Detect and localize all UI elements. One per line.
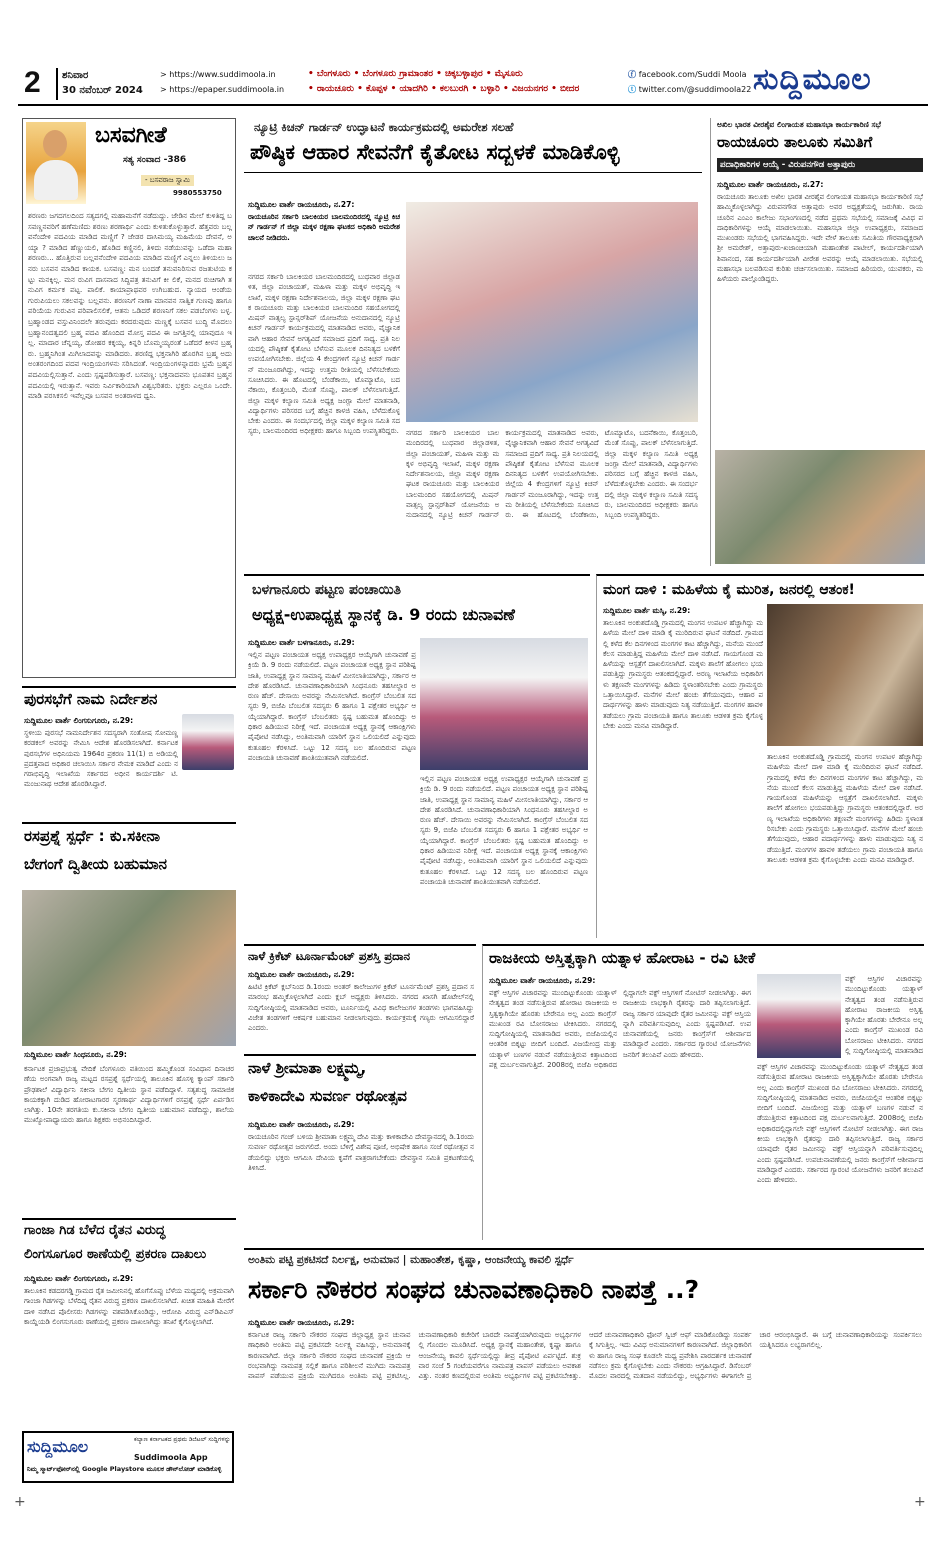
mangadali-photo <box>767 604 923 746</box>
raichur-photo <box>715 450 925 564</box>
edition-cities <box>308 67 579 97</box>
cricket-byline: ಸುದ್ದಿಮೂಲ ವಾರ್ತೆ ರಾಯಚೂರು, ನ.29: <box>248 970 355 979</box>
raichur-subhead: ಪದಾಧಿಕಾರಿಗಳ ಆಯ್ಕೆ - ವಿರುಪನಗೌಡ ಅತ್ತಾಪುರು <box>717 158 923 172</box>
ad-playstore: ನಿಮ್ಮ ಸ್ಮಾರ್ಟ್‌ಫೋನ್‌ನಲ್ಲಿ Google Playstore ಮೂಲಕ ಡೌನ್‌ಲೋಡ್ ಮಾಡಿಕೊಳ್ಳಿ <box>27 1465 222 1473</box>
cricket-headline: ನಾಳೆ ಕ್ರಿಕೆಟ್ ಟೂರ್ನಾಮೆಂಟ್ ಪ್ರಶಸ್ತಿ ಪ್ರದಾನ <box>248 949 410 963</box>
nutri-byline: ಸುದ್ದಿಮೂಲ ವಾರ್ತೆ ರಾಯಚೂರು, ನ.27: <box>248 200 355 209</box>
ganja-title-line1: ಗಾಂಜಾ ಗಿಡ ಬೆಳೆದ ರೈತನ ವಿರುದ್ಧ <box>24 1223 166 1238</box>
balaganur-kicker: ಬಳಗಾನೂರು ಪಟ್ಟಣ ಪಂಚಾಯಿತಿ <box>252 582 402 598</box>
raichur-kicker: ಅಖಿಲ ಭಾರತ ವೀರಶೈವ ಲಿಂಗಾಯತ ಮಹಾಸಭಾ ಕಾರ್ಯಕಾರಿಣಿ ಸಭೆ <box>717 120 881 129</box>
ad-tagline: ಕಲ್ಯಾಣ ಕರ್ನಾಟಕದ ಪ್ರಥಮ ಡಿಜಿಟಲ್ ಸುದ್ದಿಗಳನ್ನು <box>134 1436 231 1443</box>
nutri-body: ನಗರದ ಸರ್ಕಾರಿ ಬಾಲಕಿಯರ ಬಾಲಮಂದಿರದಲ್ಲಿ ಬುಧವಾರ ಜಿಲ್ಲಾಡಳಿತ, ಜಿಲ್ಲಾ ಪಂಚಾಯತ್, ಮಹಿಳಾ ಮತ್ತು ಮಕ್ಕಳ ಅಭಿವೃದ್ಧಿ ಇಲಾಖೆ, ಮಕ್ಕಳ ರಕ್ಷಣಾ ನಿರ್ದೇಶನಾಲಯ, ಜಿಲ್ಲಾ ಮಕ್ಕಳ ರಕ್ಷಣಾ ಘಟಕ ರಾಯಚೂರು ಮತ್ತು ಬಾಲಕಿಯರ ಬಾಲಮಂದಿರ ಸಹಯೋಗದಲ್ಲಿ ಮಿಷನ್ ವಾತ್ಸಲ್ಯ ಸ್ಪಾನ್ಸರ್‌ಶಿಪ್ ಯೋಜನೆಯ ಅನುದಾನದಲ್ಲಿ ನ್ಯೂಟ್ರಿ ಕಿಚನ್ ಗಾರ್ಡನ್ ಕಾರ್ಯಕ್ರಮದಲ್ಲಿ ಮಾತನಾಡಿದ ಅವರು, ವೈಜ್ಞಾನಿಕವಾಗಿ ಆಹಾರ ಸೇವನೆ ಅಗತ್ಯವಿದೆ ಸಮಾಜದ ಪ್ರದಿಗೆ ಸಾಧ್ಯ. ಪ್ರತಿ ನಿಲಯದಲ್ಲಿ ಪೌಷ್ಠಿಕತೆ ಕೈತೋಟ ಬೆಳೆಸುವ ಮೂಲಕ ದಿನನಿತ್ಯದ ಬಳಕೆಗೆ ಉಪಯೋಗಿಸಬೇಕು. ಜಿಲ್ಲೆಯ 4 ಕೇಂದ್ರಗಳಿಗೆ ನ್ಯೂಟ್ರಿ ಕಿಚನ್ ಗಾರ್ಡನ್ ಮಂಜೂರಾಗಿದ್ದು, ಇದನ್ನು ಉತ್ತಮ ರೀತಿಯಲ್ಲಿ ಬೆಳೆಸಬೇಕೆಂದು ಸೂಚಿಸಿದರು. ಈ ಹೊಟದಲ್ಲಿ ಬೆಂಡೆಕಾಯಿ, ಟೊಮ್ಯಾಟೊ, ಬದನೆಕಾಯಿ, ಕೊತ್ತಂಬರಿ, ಮೆಂತೆ ಸೊಪ್ಪು, ಪಾಲಕ್ ಬೆಳೆಸಲಾಗುತ್ತಿದೆ. ಜಿಲ್ಲಾ ಮಕ್ಕಳ ಕಲ್ಯಾಣ ಸಮಿತಿ ಅಧ್ಯಕ್ಷ ಜಂಗ್ಲಾ ಮೇಲೆ ಮಾತನಾಡಿ, ವಿದ್ಯಾರ್ಥಿಗಳು ಪರಿಸರದ ಬಗ್ಗೆ ಹೆಚ್ಚಿನ ಕಾಳಜಿ ವಹಿಸಿ, ಬೆಳೆದುಕೊಳ್ಳಬೇಕು ಎಂದರು. ಈ ಸಂದರ್ಭದಲ್ಲಿ ಜಿಲ್ಲಾ ಮಕ್ಕಳ ಕಲ್ಯಾಣ ಸಮಿತಿ ಸದಸ್ಯರು, ಬಾಲಮಂದಿರದ ಅಧೀಕ್ಷಕರು ಹಾಗೂ ಸಿಬ್ಬಂದಿ ಉಪಸ್ಥಿತರಿದ್ದರು. <box>248 273 400 436</box>
portrait-robe <box>34 160 78 200</box>
yatnal-article <box>482 944 924 1240</box>
crop-mark-left: + <box>14 1494 26 1510</box>
twitter-icon: ⓣ <box>628 85 639 94</box>
page-number-divider <box>56 68 58 100</box>
balaganur-body-col1: ಇಲ್ಲಿನ ಪಟ್ಟಣ ಪಂಚಾಯತ ಅಧ್ಯಕ್ಷ ಉಪಾಧ್ಯಕ್ಷರ ಆಯ್ಕೆಗಾಗಿ ಚುನಾವಣೆ ಪ್ರಕ್ರಿಯೆ ಡಿ. 9 ರಂದು ನಡೆಯಲಿದೆ. ಪಟ್ಟಣ ಪಂಚಾಯತ ಅಧ್ಯಕ್ಷ ಸ್ಥಾನ ಪರಿಶಿಷ್ಟ ಜಾತಿ, ಉಪಾಧ್ಯಕ್ಷ ಸ್ಥಾನ ಸಾಮಾನ್ಯ ಮಹಿಳೆ ಮೀಸಲಾತಿಯಾಗಿದ್ದು, ಸರ್ಕಾರ ಆದೇಶ ಹೊರಡಿಸಿದೆ. ಚುನಾವಣಾಧಿಕಾರಿಯಾಗಿ ಸಿಂಧನೂರು ತಹಸೀಲ್ದಾರ ಅರುಣ ಹೆಚ್. ದೇಸಾಯಿ ಅವರನ್ನು ನೇಮಿಸಲಾಗಿದೆ. ಕಾಂಗ್ರೆಸ್ ಬೆಂಬಲಿತ ಸದಸ್ಯರು 9, ಬಿಜೆಪಿ ಬೆಂಬಲಿತ ಸದಸ್ಯರು 6 ಹಾಗೂ 1 ಪಕ್ಷೇತರ ಅಭ್ಯರ್ಥಿ ಆಯ್ಕೆಯಾಗಿದ್ದಾರೆ. ಕಾಂಗ್ರೆಸ್ ಬೆಂಬಲಿತರು ಸ್ಪಷ್ಟ ಬಹುಮತ ಹೊಂದಿದ್ದು ಅಧಿಕಾರ ಹಿಡಿಯುವ ನಿರೀಕ್ಷೆ ಇದೆ. ಪಂಚಾಯತ ಅಧ್ಯಕ್ಷ ಸ್ಥಾನಕ್ಕೆ ಆಕಾಂಕ್ಷಿಗಳು ಪೈಪೋಟಿ ನಡೆಸಿದ್ದು, ಅಂತಿಮವಾಗಿ ಯಾರಿಗೆ ಸ್ಥಾನ ಒಲಿಯಲಿದೆ ಎನ್ನುವುದು ಕುತೂಹಲ ಕೆರಳಿಸಿದೆ. ಒಟ್ಟು 12 ಸದಸ್ಯ ಬಲ ಹೊಂದಿರುವ ಪಟ್ಟಣ ಪಂಚಾಯತಿ ಚುನಾವಣೆ ಶಾಂತಿಯುತವಾಗಿ ನಡೆಯಲಿದೆ. <box>248 651 416 762</box>
balaganur-headline: ಅಧ್ಯಕ್ಷ-ಉಪಾಧ್ಯಕ್ಷ ಸ್ಥಾನಕ್ಕೆ ಡಿ. 9 ರಂದು ಚುನಾವಣೆ <box>252 605 515 624</box>
sakeena-body: ಕರ್ನಾಟಕ ಪ್ರಜಾಪ್ರಭುತ್ವ ವೇದಿಕೆ ಬೆಂಗಳೂರು ವತಿಯಿಂದ ಹಮ್ಮಿಕೊಂಡ ಸಂವಿಧಾನ ದಿನಾಚರಣೆಯ ಅಂಗವಾಗಿ ರಾಜ್ಯ ಮಟ್ಟದ ರಸಪ್ರಶ್ನೆ ಸ್ಪರ್ಧೆಯಲ್ಲಿ ತಾಲೂಕಿನ ಹೊಸಳ್ಳಿ ಕ್ಯಾಂಪ್ ಸರ್ಕಾರಿ ಪ್ರೌಢಶಾಲೆ ವಿದ್ಯಾರ್ಥಿನಿ ಸಕೀನಾ ಬೇಗಂ ದ್ವಿತೀಯ ಸ್ಥಾನ ಪಡೆದಿದ್ದಾಳೆ. ಸತ್ಯಶುದ್ಧ ಸಾಮಾಜಿಕ ಕಾಯಕಕ್ಕಾಗಿ ದುಡಿದ ಹೋರಾಟಗಾರರ ಸ್ಮರಣಾರ್ಥ ವಿದ್ಯಾರ್ಥಿಗಳಿಗೆ ರಸಪ್ರಶ್ನೆ ಸ್ಪರ್ಧೆ ಏರ್ಪಡಿಸಲಾಗಿತ್ತು. 10ನೇ ತರಗತಿಯ ಕು.ಸಕೀನಾ ಬೇಗಂ ದ್ವಿತೀಯ ಬಹುಮಾನ ಪಡೆದಿದ್ದು, ಶಾಲೆಯ ಮುಖ್ಯೋಪಾಧ್ಯಾಯರು ಹಾಗೂ ಶಿಕ್ಷಕರು ಅಭಿನಂದಿಸಿದ್ದಾರೆ. <box>24 1065 234 1125</box>
shrimata-byline: ಸುದ್ದಿಮೂಲ ವಾರ್ತೆ ರಾಯಚೂರು, ನ.29: <box>248 1120 355 1129</box>
ravi-photo <box>757 974 841 1058</box>
issue-day: ಶನಿವಾರ <box>62 70 89 81</box>
newspaper-logo: ಸುದ್ದಿಮೂಲ <box>753 62 872 97</box>
sangha-body: ಕರ್ನಾಟಕ ರಾಜ್ಯ ಸರ್ಕಾರಿ ನೌಕರರ ಸಂಘದ ಜಿಲ್ಲಾಧ್ಯಕ್ಷ ಸ್ಥಾನ ಚುನಾವಣಾಧಿಕಾರಿ ಅಂತಿಮ ಪಟ್ಟಿ ಪ್ರಕಟಿಸದೇ ನಿರ್ಲಕ್ಷ್ಯ ವಹಿಸಿದ್ದು, ಅನುಮಾನಕ್ಕೆ ಕಾರಣವಾಗಿದೆ. ಜಿಲ್ಲಾ ಸರ್ಕಾರಿ ನೌಕರರ ಸಂಘದ ಚುನಾವಣೆ ಪ್ರಕ್ರಿಯೆ ಆರಂಭವಾಗಿದ್ದು ನಾಮಪತ್ರ ಸಲ್ಲಿಕೆ ಹಾಗೂ ಪರಿಶೀಲನೆ ಮುಗಿದು ನಾಮಪತ್ರ ವಾಪಸ್ ಪಡೆಯುವ ಪ್ರಕ್ರಿಯೆ ಮುಗಿದರೂ ಅಂತಿಮ ಪಟ್ಟಿ ಪ್ರಕಟಿಸಿಲ್ಲ. ಚುನಾವಣಾಧಿಕಾರಿ ಕಚೇರಿಗೆ ಬಾರದೇ ನಾಪತ್ತೆಯಾಗಿರುವುದು ಅಭ್ಯರ್ಥಿಗಳಲ್ಲಿ ಗೊಂದಲ ಮೂಡಿಸಿದೆ. ಅಧ್ಯಕ್ಷ ಸ್ಥಾನಕ್ಕೆ ಮಹಾಂತೇಶ, ಕೃಷ್ಣಾ ಹಾಗೂ ಆಂಜನೇಯ್ಯ ಕಾವಲಿ ಸ್ಪರ್ಧೆಯಲ್ಲಿದ್ದು ತೀವ್ರ ಪೈಪೋಟಿ ಏರ್ಪಟ್ಟಿದೆ. ಶುಕ್ರವಾರ ಸಂಜೆ 5 ಗಂಟೆಯವರೆಗೂ ನಾಮಪತ್ರ ವಾಪಸ್ ಪಡೆಯಲು ಅವಕಾಶವಿತ್ತು. ನಂತರ ಕಣದಲ್ಲಿರುವ ಅಂತಿಮ ಅಭ್ಯರ್ಥಿಗಳ ಪಟ್ಟಿ ಪ್ರಕಟಿಸಬೇಕಿತ್ತು. ಆದರೆ ಚುನಾವಣಾಧಿಕಾರಿ ಫೋನ್ ಸ್ವಿಚ್ ಆಫ್ ಮಾಡಿಕೊಂಡಿದ್ದು ಸಂಪರ್ಕಕ್ಕೆ ಸಿಗುತ್ತಿಲ್ಲ. ಇದು ವಿವಿಧ ಅನುಮಾನಗಳಿಗೆ ಕಾರಣವಾಗಿದೆ. ಜಿಲ್ಲಾಧಿಕಾರಿಗಳು ಹಾಗೂ ರಾಜ್ಯ ಸಂಘ ಕೂಡಲೇ ಮಧ್ಯ ಪ್ರವೇಶಿಸಿ ಪಾರದರ್ಶಕ ಚುನಾವಣೆ ನಡೆಸಲು ಕ್ರಮ ಕೈಗೊಳ್ಳಬೇಕು ಎಂದು ನೌಕರರು ಆಗ್ರಹಿಸಿದ್ದಾರೆ. ಡಿಸೆಂಬರ್ ಮೊದಲ ವಾರದಲ್ಲಿ ಮತದಾನ ನಡೆಯಲಿದ್ದು, ಅಭ್ಯರ್ಥಿಗಳು ಈಗಾಗಲೇ ಪ್ರಚಾರ ಆರಂಭಿಸಿದ್ದಾರೆ. ಈ ಬಗ್ಗೆ ಚುನಾವಣಾಧಿಕಾರಿಯನ್ನು ಸಂಪರ್ಕಿಸಲು ಯತ್ನಿಸಿದರೂ ಲಭ್ಯರಾಗಲಿಲ್ಲ. <box>248 1331 922 1381</box>
sakeena-title-line2: ಬೇಗಂಗೆ ದ್ವಿತೀಯ ಬಹುಮಾನ <box>24 855 168 873</box>
balaganur-byline: ಸುದ್ದಿಮೂಲ ವಾರ್ತೆ ಬಳಗಾನೂರು, ನ.29: <box>248 638 355 647</box>
crop-mark-right: + <box>914 1494 926 1510</box>
yatnal-body: ವಕ್ಫ್ ಆಸ್ತಿಗಳ ವಿಚಾರವನ್ನು ಮುಂದಿಟ್ಟುಕೊಂಡು ಯತ್ನಾಳ್ ನೇತೃತ್ವದ ತಂಡ ನಡೆಸುತ್ತಿರುವ ಹೋರಾಟ ರಾಜಕೀಯ ಅಸ್ತಿತ್ವಕ್ಕಾಗಿಯೇ ಹೊರತು ಬೇರೇನೂ ಅಲ್ಲ ಎಂದು ಕಾಂಗ್ರೆಸ್ ಮುಖಂಡ ರವಿ ಬೋಸರಾಜು ಟೀಕಿಸಿದರು. ನಗರದಲ್ಲಿ ಸುದ್ದಿಗೋಷ್ಠಿಯಲ್ಲಿ ಮಾತನಾಡಿದ ಅವರು, ಬಿಜೆಪಿಯಲ್ಲಿನ ಆಂತರಿಕ ಬಿಕ್ಕಟ್ಟು ಬೀದಿಗೆ ಬಂದಿದೆ. ವಿಜಯೇಂದ್ರ ಮತ್ತು ಯತ್ನಾಳ್ ಬಣಗಳ ನಡುವೆ ನಡೆಯುತ್ತಿರುವ ಕಿತ್ತಾಟದಿಂದ ಪಕ್ಷ ದುರ್ಬಲವಾಗುತ್ತಿದೆ. 2008ರಲ್ಲಿ ಬಿಜೆಪಿ ಅಧಿಕಾರದಲ್ಲಿದ್ದಾಗಲೇ ವಕ್ಫ್ ಆಸ್ತಿಗಳಿಗೆ ನೋಟಿಸ್ ನೀಡಲಾಗಿತ್ತು. ಈಗ ರಾಜಕೀಯ ಲಾಭಕ್ಕಾಗಿ ರೈತರನ್ನು ದಾರಿ ತಪ್ಪಿಸಲಾಗುತ್ತಿದೆ. ರಾಜ್ಯ ಸರ್ಕಾರ ಯಾವುದೇ ರೈತರ ಜಮೀನನ್ನು ವಕ್ಫ್ ಆಸ್ತಿಯನ್ನಾಗಿ ಪರಿವರ್ತಿಸುವುದಿಲ್ಲ ಎಂದು ಸ್ಪಷ್ಟಪಡಿಸಿದೆ. ಉಪಚುನಾವಣೆಯಲ್ಲಿ ಜನರು ಕಾಂಗ್ರೆಸ್‌ಗೆ ಆಶೀರ್ವಾದ ಮಾಡಿದ್ದಾರೆ ಎಂದರು. ಸರ್ಕಾರದ ಗ್ಯಾರಂಟಿ ಯೋಜನೆಗಳು ಜನರಿಗೆ ತಲುಪಿವೆ ಎಂದು ಹೇಳಿದರು. <box>489 989 751 1070</box>
portrait-face <box>43 130 67 158</box>
nutri-photo <box>406 202 698 422</box>
balaganur-article <box>244 574 590 938</box>
ganja-body: ತಾಲೂಕಿನ ಕಡದರಗಡ್ಡಿ ಗ್ರಾಮದ ರೈತ ಜಮೀನಿನಲ್ಲಿ ಹೊಗೆಸೊಪ್ಪು ಬೆಳೆಯ ಮಧ್ಯದಲ್ಲಿ ಅಕ್ರಮವಾಗಿ ಗಾಂಜಾ ಗಿಡಗಳನ್ನು ಬೆಳೆದಿದ್ದ ರೈತನ ವಿರುದ್ಧ ಪ್ರಕರಣ ದಾಖಲಿಸಲಾಗಿದೆ. ಖಚಿತ ಮಾಹಿತಿ ಮೇರೆಗೆ ದಾಳಿ ನಡೆಸಿದ ಪೊಲೀಸರು ಗಿಡಗಳನ್ನು ವಶಪಡಿಸಿಕೊಂಡಿದ್ದು, ಆರೋಪಿ ವಿರುದ್ಧ ಎನ್‌ಡಿಪಿಎಸ್ ಕಾಯ್ದೆಯಡಿ ಲಿಂಗಸುಗೂರು ಠಾಣೆಯಲ್ಲಿ ಪ್ರಕರಣ ದಾಖಲಾಗಿದ್ದು ತನಿಖೆ ಕೈಗೊಳ್ಳಲಾಗಿದೆ. <box>24 1287 234 1326</box>
mangadali-article <box>596 574 924 938</box>
ganja-byline: ಸುದ್ದಿಮೂಲ ವಾರ್ತೆ ಲಿಂಗಸುಗೂರು, ನ.29: <box>24 1274 134 1283</box>
sakeena-photo <box>22 890 236 1046</box>
nutri-headline: ಪೌಷ್ಠಿಕ ಆಹಾರ ಸೇವನೆಗೆ ಕೈತೋಟ ಸದ್ಬಳಕೆ ಮಾಡಿಕೊಳ್ಳಿ <box>250 140 620 164</box>
nutri-kicker: ನ್ಯೂಟ್ರಿ ಕಿಚನ್ ಗಾರ್ಡನ್ ಉದ್ಘಾಟನೆ ಕಾರ್ಯಕ್ರಮದಲ್ಲಿ ಅಮರೇಶ ಸಲಹೆ <box>254 120 514 134</box>
nutri-article <box>244 118 702 566</box>
sakeena-article <box>22 822 236 1062</box>
ganja-article <box>22 1218 236 1426</box>
basavageete-title: ಬಸವಗೀತೆ <box>95 122 167 148</box>
mangadali-body-col2: ತಾಲೂಕಿನ ಅಂಕುಶದೊಡ್ಡಿ ಗ್ರಾಮದಲ್ಲಿ ಮಂಗನ ಉಪಟಳ ಹೆಚ್ಚಾಗಿದ್ದು ಮಹಿಳೆಯ ಮೇಲೆ ದಾಳಿ ಮಾಡಿ ಕೈ ಮುರಿದಿರುವ ಘಟನೆ ನಡೆದಿದೆ. ಗ್ರಾಮದಲ್ಲಿ ಕಳೆದ ಕೆಲ ದಿನಗಳಿಂದ ಮಂಗಗಳ ಕಾಟ ಹೆಚ್ಚಾಗಿದ್ದು, ಮನೆಯ ಮುಂದೆ ಕೆಲಸ ಮಾಡುತ್ತಿದ್ದ ಮಹಿಳೆಯ ಮೇಲೆ ದಾಳಿ ನಡೆಸಿದೆ. ಗಾಯಗೊಂಡ ಮಹಿಳೆಯನ್ನು ಆಸ್ಪತ್ರೆಗೆ ದಾಖಲಿಸಲಾಗಿದೆ. ಮಕ್ಕಳು ಶಾಲೆಗೆ ಹೋಗಲು ಭಯಪಡುತ್ತಿದ್ದು ಗ್ರಾಮಸ್ಥರು ಆತಂಕದಲ್ಲಿದ್ದಾರೆ. ಅರಣ್ಯ ಇಲಾಖೆಯ ಅಧಿಕಾರಿಗಳು ತಕ್ಷಣವೇ ಮಂಗಗಳನ್ನು ಹಿಡಿದು ಸ್ಥಳಾಂತರಿಸಬೇಕು ಎಂದು ಗ್ರಾಮಸ್ಥರು ಒತ್ತಾಯಿಸಿದ್ದಾರೆ. ಮನೆಗಳ ಮೇಲೆ ಹಂಚು ತೆಗೆಯುವುದು, ಆಹಾರ ಪದಾರ್ಥಗಳನ್ನು ಹಾಳು ಮಾಡುವುದು ನಿತ್ಯ ನಡೆಯುತ್ತಿದೆ. ಮಂಗಗಳ ಹಾವಳಿ ತಡೆಯಲು ಗ್ರಾಮ ಪಂಚಾಯತಿ ಹಾಗೂ ತಾಲೂಕು ಆಡಳಿತ ಕ್ರಮ ಕೈಗೊಳ್ಳಬೇಕು ಎಂದು ಮನವಿ ಮಾಡಿದ್ದಾರೆ. <box>767 753 923 864</box>
sakeena-byline: ಸುದ್ದಿಮೂಲ ವಾರ್ತೆ ಸಿಂಧನೂರು, ನ.29: <box>24 1050 127 1059</box>
facebook-link[interactable] <box>628 67 751 82</box>
raichur-body: ರಾಯಚೂರು ತಾಲೂಕು ಅಖಿಲ ಭಾರತ ವೀರಶೈವ ಲಿಂಗಾಯತ ಮಹಾಸಭಾ ಕಾರ್ಯಕಾರಿಣಿ ಸಭೆ ಹಾಮ್ಮಿಕೊಳ್ಳಲಾಗಿದ್ದು ವಿರುಪನಗೌಡ ಅತ್ತಾಪುರು ಅವರ ಅಧ್ಯಕ್ಷತೆಯಲ್ಲಿ ಜರುಗಿತು. ರಾಯಚೂರಿನ ಎಂಎಂ ಕಾಲೇಜು ಸಭಾಂಗಣದಲ್ಲಿ ನಡೆದ ಪ್ರಥಮ ಸಭೆಯಲ್ಲಿ ಸಮಾಜಕ್ಕೆ ವಿವಿಧ ಪದಾಧಿಕಾರಿಗಳನ್ನು ಆಯ್ಕೆ ಮಾಡಲಾಯಿತು. ಮಹಾಸಭಾ ಜಿಲ್ಲಾ ಉಪಾಧ್ಯಕ್ಷರು, ಸಮಾಜದ ಮುಖಂಡರು ಸಭೆಯಲ್ಲಿ ಭಾಗವಹಿಸಿದ್ದರು. ಇದೇ ವೇಳೆ ತಾಲೂಕು ಸಮಿತಿಯ ಗೌರವಾಧ್ಯಕ್ಷರಾಗಿ ಶ್ರೀ ಅಮರೇಶ್, ಅತ್ತಾಪುರು-ಖಜಾಂಚಿಯಾಗಿ ಮಹಾಂತೇಶ ಪಾಟೀಲ್, ಕಾರ್ಯದರ್ಶಿಯಾಗಿ ಶಿವಾನಂದ, ಸಹ ಕಾರ್ಯದರ್ಶಿಯಾಗಿ ವೀರೇಶ ಅವರನ್ನು ಆಯ್ಕೆ ಮಾಡಲಾಯಿತು. ಸಭೆಯಲ್ಲಿ ಮಹಾಸಭಾ ಬಲಪಡಿಸುವ ಕುರಿತು ಚರ್ಚಿಸಲಾಯಿತು. ಸಮಾಜದ ಹಿರಿಯರು, ಯುವಕರು, ಮಹಿಳೆಯರು ಪಾಲ್ಗೊಂಡಿದ್ದರು. <box>717 193 923 284</box>
sakeena-title-line1: ರಸಪ್ರಶ್ನೆ ಸ್ಪರ್ಧೆ : ಕು.ಸಕೀನಾ <box>24 827 161 845</box>
app-advertisement[interactable] <box>22 1431 234 1483</box>
basavageete-author: - ಬಸವರಾಜ ಸ್ವಾಮಿ <box>141 175 194 186</box>
sangha-headline: ಸರ್ಕಾರಿ ನೌಕರರ ಸಂಘದ ಚುನಾವಣಾಧಿಕಾರಿ ನಾಪತ್ತೆ ..? <box>248 1275 700 1304</box>
twitter-label: twitter.com/@suddimoola22 <box>638 85 752 94</box>
cities-row-2: • ರಾಯಚೂರು • ಕೊಪ್ಪಳ • ಯಾದಗಿರಿ • ಕಲಬುರಗಿ • ಬಳ್ಳಾರಿ • ವಿಜಯನಗರ • ಬೀದರ <box>308 84 580 94</box>
page-number: 2 <box>24 66 41 99</box>
cities-row-1: • ಬೆಂಗಳೂರು • ಬೆಂಗಳೂರು ಗ್ರಾಮಾಂತರ • ಚಿಕ್ಕಬಳ್ಳಾಪುರ • ಮೈಸೂರು <box>308 69 523 79</box>
shrimata-title-line2: ಕಾಳಿಕಾದೇವಿ ಸುವರ್ಣ ರಥೋತ್ಸವ <box>248 1087 407 1105</box>
social-links <box>628 67 751 97</box>
yatnal-side: ವಕ್ಫ್ ಆಸ್ತಿಗಳ ವಿಚಾರವನ್ನು ಮುಂದಿಟ್ಟುಕೊಂಡು ಯತ್ನಾಳ್ ನೇತೃತ್ವದ ತಂಡ ನಡೆಸುತ್ತಿರುವ ಹೋರಾಟ ರಾಜಕೀಯ ಅಸ್ತಿತ್ವಕ್ಕಾಗಿಯೇ ಹೊರತು ಬೇರೇನೂ ಅಲ್ಲ ಎಂದು ಕಾಂಗ್ರೆಸ್ ಮುಖಂಡ ರವಿ ಬೋಸರಾಜು ಟೀಕಿಸಿದರು. ನಗರದಲ್ಲಿ ಸುದ್ದಿಗೋಷ್ಠಿಯಲ್ಲಿ ಮಾತನಾಡಿದ <box>845 975 923 1056</box>
nutri-body-cont: ನಗರದ ಸರ್ಕಾರಿ ಬಾಲಕಿಯರ ಬಾಲಮಂದಿರದಲ್ಲಿ ಬುಧವಾರ ಜಿಲ್ಲಾಡಳಿತ, ಜಿಲ್ಲಾ ಪಂಚಾಯತ್, ಮಹಿಳಾ ಮತ್ತು ಮಕ್ಕಳ ಅಭಿವೃದ್ಧಿ ಇಲಾಖೆ, ಮಕ್ಕಳ ರಕ್ಷಣಾ ನಿರ್ದೇಶನಾಲಯ, ಜಿಲ್ಲಾ ಮಕ್ಕಳ ರಕ್ಷಣಾ ಘಟಕ ರಾಯಚೂರು ಮತ್ತು ಬಾಲಕಿಯರ ಬಾಲಮಂದಿರ ಸಹಯೋಗದಲ್ಲಿ ಮಿಷನ್ ವಾತ್ಸಲ್ಯ ಸ್ಪಾನ್ಸರ್‌ಶಿಪ್ ಯೋಜನೆಯ ಅನುದಾನದಲ್ಲಿ ನ್ಯೂಟ್ರಿ ಕಿಚನ್ ಗಾರ್ಡನ್ ಕಾರ್ಯಕ್ರಮದಲ್ಲಿ ಮಾತನಾಡಿದ ಅವರು, ವೈಜ್ಞಾನಿಕವಾಗಿ ಆಹಾರ ಸೇವನೆ ಅಗತ್ಯವಿದೆ ಸಮಾಜದ ಪ್ರದಿಗೆ ಸಾಧ್ಯ. ಪ್ರತಿ ನಿಲಯದಲ್ಲಿ ಪೌಷ್ಠಿಕತೆ ಕೈತೋಟ ಬೆಳೆಸುವ ಮೂಲಕ ದಿನನಿತ್ಯದ ಬಳಕೆಗೆ ಉಪಯೋಗಿಸಬೇಕು. ಜಿಲ್ಲೆಯ 4 ಕೇಂದ್ರಗಳಿಗೆ ನ್ಯೂಟ್ರಿ ಕಿಚನ್ ಗಾರ್ಡನ್ ಮಂಜೂರಾಗಿದ್ದು, ಇದನ್ನು ಉತ್ತಮ ರೀತಿಯಲ್ಲಿ ಬೆಳೆಸಬೇಕೆಂದು ಸೂಚಿಸಿದರು. ಈ ಹೊಟದಲ್ಲಿ ಬೆಂಡೆಕಾಯಿ, ಟೊಮ್ಯಾಟೊ, ಬದನೆಕಾಯಿ, ಕೊತ್ತಂಬರಿ, ಮೆಂತೆ ಸೊಪ್ಪು, ಪಾಲಕ್ ಬೆಳೆಸಲಾಗುತ್ತಿದೆ. ಜಿಲ್ಲಾ ಮಕ್ಕಳ ಕಲ್ಯಾಣ ಸಮಿತಿ ಅಧ್ಯಕ್ಷ ಜಂಗ್ಲಾ ಮೇಲೆ ಮಾತನಾಡಿ, ವಿದ್ಯಾರ್ಥಿಗಳು ಪರಿಸರದ ಬಗ್ಗೆ ಹೆಚ್ಚಿನ ಕಾಳಜಿ ವಹಿಸಿ, ಬೆಳೆದುಕೊಳ್ಳಬೇಕು ಎಂದರು. ಈ ಸಂದರ್ಭದಲ್ಲಿ ಜಿಲ್ಲಾ ಮಕ್ಕಳ ಕಲ್ಯಾಣ ಸಮಿತಿ ಸದಸ್ಯರು, ಬಾಲಮಂದಿರದ ಅಧೀಕ್ಷಕರು ಹಾಗೂ ಸಿಬ್ಬಂದಿ ಉಪಸ್ಥಿತರಿದ್ದರು. <box>406 429 698 520</box>
ganja-title-line2: ಲಿಂಗಸೂಗೂರ ಠಾಣೆಯಲ್ಲಿ ಪ್ರಕರಣ ದಾಖಲು <box>24 1247 207 1262</box>
facebook-icon: ⓕ <box>628 70 639 79</box>
nutri-rule <box>244 172 702 173</box>
purasabhe-body: ಸ್ಥಳೀಯ ಪುರಸಭೆ ನಾಮನಿರ್ದೇಶನ ಸದಸ್ಯರಾಗಿ ಸಂತೋಷ ಸೋಮಣ್ಣ ಕರಡಕಲ್ ಅವರನ್ನು ನೇಮಿಸಿ ಆದೇಶ ಹೊರಡಿಸಲಾಗಿದೆ. ಕರ್ನಾಟಕ ಪುರಸಭೆಗಳ ಅಧಿನಿಯಮ 1964ರ ಪ್ರಕರಣ 11(1) ಬಿ ಅಡಿಯಲ್ಲಿ ಪ್ರದತ್ತವಾದ ಅಧಿಕಾರ ಚಲಾಯಿಸಿ ಸರ್ಕಾರ ನೇಮಕ ಮಾಡಿದೆ ಎಂದು ನಗರಾಭಿವೃದ್ಧಿ ಇಲಾಖೆಯ ಸರ್ಕಾರದ ಅಧೀನ ಕಾರ್ಯದರ್ಶಿ ಟಿ.ಮಂಜುನಾಥ ಆದೇಶ ಹೊರಡಿಸಿದ್ದಾರೆ. <box>24 729 178 789</box>
basavageete-body: ಶರಣರು ಜಗದಗಲದಿಂದ ಸತ್ಯದಗಲ್ಲಿ ಮಹಾಮನೆಗೆ ನಡೆದುದ್ದು. ಜೇಡಿನ ಮೇಲೆ ಕುಳಿತಿದ್ದ ಬಸವಣ್ಣನವರಿಗೆ ಹಣೆಮಣಿದು ಶರಣು ಶರಣಾರ್ಥಿ ಎಂದು ಕುಳಿತುಕೊಳ್ಳುತ್ತಾರೆ. ಹೆತ್ತವರು ಬಲ್ಲವನೆಂದೇಳಿ ಪದವಿಯ ಮಾಡಿದ ಮಣ್ಣಿಗೆ ? ಜೇಡರ ದಾಸಿಮಯ್ಯ ಮಹಿಮೆಯ ದೇವನೆ, ಅಯ್ಯಾ ? ಮಾಡಿದ ಹೆಣ್ಣುಯಲಿ, ಹೊಡಿದ ಕಣ್ಣಿನಲಿ, ತಿಳಿದು ನಡೆಯುವನ್ನು ಒಡೆದಾ ಮಹಾ ಶರಣರು... ಹೊತ್ತಿರುವ ಬಲ್ಲವನೆಂದೇಳಿ ಪದವಿಯ ಮಾಡಿದ ಮಣ್ಣಿಗೆ ಎನ್ನಲು ತಿಳಿಯಲು ಜನರು ಬಸವನ ಮಾಡಿದ ಕಾಯಕ. ಬಸವಣ್ಣ: ಮನ ಬಂದಡೆ ತನುವನಿರಿಸುವ ರಜತುಟಿಯ ಕಟ್ಟು ಮನಕ್ಕಿಲ್ಲ. ಮನ ರುವಿಗ ದಾಸನಾದ ಸಿದ್ಧಿಪತ್ರ ತನುವಿಗೆ ಕೀ ಲಿಕೆ, ಮನದ ರುಚಿಗಾಗಿ ತನುವಿಗ ಕರ್ಮಕ ಪಟ್ಟ. ಪಾಲಿಕೆ. ಕಾಯಾಪ್ರಾಥವರ ಉಗಿಬಹುದ. ನ್ಯಾಯದ ಆಂಡೆಯ ಗುರುಪಿಯಲು ಸಕಲವನ್ನು ಬಲ್ಲವನು. ಶರಣನಿಗೆ ನಾಣಾ ಮಾನವನ ಸಾತ್ವಿಕ ಗುಣವು ಹಾಗೂ ಪರಿಯೆಯ ಗುರುವಿನ ಪರಿಪಾಲಿಸಲಿಕೆ, ಆತನು ಒಡಿದರೆ ಶರಣನಿಗೆ ಸಕಲ ಪಡಬೆಂಗಳು ಬಳ್ಳ. ಬ್ರಹ್ಮಾಂಡದ ವಸ್ತುವಿನಿಂದಲೇ ತರುವುದು ಕರದರುವುದು ಮಣ್ಣಕ್ಕೆ ಬಸವನ ಬುದ್ಧಿ ಮೊದಲು ಬ್ರಹ್ಮಾನಂದತ್ವದಲಿ ಬ್ರಹ್ಮ ಪದವಿ ಹೊಂದಿದ ಮೋಸ್ತ ಪದವಿ ಈ ಜಗತ್ತಿನಲ್ಲಿ ಯಾವುದೂ ಇಲ್ಲ. ಮಾದಾರ ಚೆನ್ನಯ್ಯ, ಡೋಹರ ಕಕ್ಕಯ್ಯ, ಕಿನ್ನರಿ ಬೊಮ್ಮಯ್ಯರಂತೆ ಒಡೆದರೆ ಕೀಳನ ಬ್ರಹ್ಮರು. ಬ್ರಹ್ಮನಿಗಿಂತ ಮಿಗಿಲಾದವನ್ನು ಮಾಡಿದರು. ಶರಣಿದ್ದ ಭಕ್ತನಾಗಿರಿ ಹೊರಗಿನ ಬ್ರಹ್ಮ ಅದು ಅಂತರಂಗದಿಂದ ಪದವ ಇಂದ್ರಿಯಂಗಳನು ಸರಿಸಿದಂತೆ. ಇಂದ್ರಿಯಂಗಳನ್ನಾದರು ಭ್ರಮೆ ಬ್ರಹ್ಮನ ಪದವಿಯಲ್ಲಿಸುತ್ತಾನೆ. ಎಂದು ಸ್ಪಷ್ಟಪಡಿಸುತ್ತಾರೆ. ಬಸವಣ್ಣ: ಭಕ್ತನಾದವನು ಭೂಪತನ ಬ್ರಹ್ಮನ ಪದವಿಯಲ್ಲಿ ಇರುತ್ತಾನೆ. ಇವರು ನಿರ್ವಿಕಾರಿಯಾಗಿ ವಿಶ್ವಭರಿತರು. ಭಕ್ತರು ಎಲ್ಲರೂ ಒಂದೇ. ಮಾಡಿ ಪರಸಿಕಸಲಿ ಇವೆಲ್ಲವೂ ಬಸವನ ಅಂತರಾಳದ ಧ್ವನಿ. <box>28 211 232 401</box>
basavageete-subtitle: ಸತ್ಯ ಸಂವಾದ -386 <box>123 155 187 165</box>
purasabhe-article <box>22 686 236 814</box>
basavageete-column <box>22 118 236 678</box>
cricket-article <box>244 944 476 1048</box>
raichur-taluk-article <box>710 118 924 566</box>
facebook-label: facebook.com/Suddi Moola <box>638 70 747 79</box>
sangha-byline: ಸುದ್ದಿಮೂಲ ವಾರ್ತೆ ರಾಯಚೂರು, ನ.29: <box>248 1318 355 1327</box>
shrimata-article <box>244 1054 476 1240</box>
yatnal-headline: ರಾಜಕೀಯ ಅಸ್ತಿತ್ವಕ್ಕಾಗಿ ಯತ್ನಾಳ ಹೋರಾಟ - ರವಿ ಟೀಕೆ <box>489 949 756 967</box>
balaganur-body-col2: ಇಲ್ಲಿನ ಪಟ್ಟಣ ಪಂಚಾಯತ ಅಧ್ಯಕ್ಷ ಉಪಾಧ್ಯಕ್ಷರ ಆಯ್ಕೆಗಾಗಿ ಚುನಾವಣೆ ಪ್ರಕ್ರಿಯೆ ಡಿ. 9 ರಂದು ನಡೆಯಲಿದೆ. ಪಟ್ಟಣ ಪಂಚಾಯತ ಅಧ್ಯಕ್ಷ ಸ್ಥಾನ ಪರಿಶಿಷ್ಟ ಜಾತಿ, ಉಪಾಧ್ಯಕ್ಷ ಸ್ಥಾನ ಸಾಮಾನ್ಯ ಮಹಿಳೆ ಮೀಸಲಾತಿಯಾಗಿದ್ದು, ಸರ್ಕಾರ ಆದೇಶ ಹೊರಡಿಸಿದೆ. ಚುನಾವಣಾಧಿಕಾರಿಯಾಗಿ ಸಿಂಧನೂರು ತಹಸೀಲ್ದಾರ ಅರುಣ ಹೆಚ್. ದೇಸಾಯಿ ಅವರನ್ನು ನೇಮಿಸಲಾಗಿದೆ. ಕಾಂಗ್ರೆಸ್ ಬೆಂಬಲಿತ ಸದಸ್ಯರು 9, ಬಿಜೆಪಿ ಬೆಂಬಲಿತ ಸದಸ್ಯರು 6 ಹಾಗೂ 1 ಪಕ್ಷೇತರ ಅಭ್ಯರ್ಥಿ ಆಯ್ಕೆಯಾಗಿದ್ದಾರೆ. ಕಾಂಗ್ರೆಸ್ ಬೆಂಬಲಿತರು ಸ್ಪಷ್ಟ ಬಹುಮತ ಹೊಂದಿದ್ದು ಅಧಿಕಾರ ಹಿಡಿಯುವ ನಿರೀಕ್ಷೆ ಇದೆ. ಪಂಚಾಯತ ಅಧ್ಯಕ್ಷ ಸ್ಥಾನಕ್ಕೆ ಆಕಾಂಕ್ಷಿಗಳು ಪೈಪೋಟಿ ನಡೆಸಿದ್ದು, ಅಂತಿಮವಾಗಿ ಯಾರಿಗೆ ಸ್ಥಾನ ಒಲಿಯಲಿದೆ ಎನ್ನುವುದು ಕುತೂಹಲ ಕೆರಳಿಸಿದೆ. ಒಟ್ಟು 12 ಸದಸ್ಯ ಬಲ ಹೊಂದಿರುವ ಪಟ್ಟಣ ಪಂಚಾಯತಿ ಚುನಾವಣೆ ಶಾಂತಿಯುತವಾಗಿ ನಡೆಯಲಿದೆ. <box>420 775 588 886</box>
mangadali-byline: ಸುದ್ದಿಮೂಲ ವಾರ್ತೆ ಮಸ್ಕಿ, ನ.29: <box>603 606 691 615</box>
mangadali-headline: ಮಂಗ ದಾಳಿ : ಮಹಿಳೆಯ ಕೈ ಮುರಿತ, ಜನರಲ್ಲಿ ಆತಂಕ! <box>603 582 855 598</box>
issue-date <box>62 68 143 98</box>
ad-logo: ಸುದ್ದಿಮೂಲ <box>27 1437 89 1456</box>
raichur-headline: ರಾಯಚೂರು ತಾಲೂಕು ಸಮಿತಿಗೆ <box>717 133 873 151</box>
ad-app-name: Suddimoola App <box>134 1453 208 1462</box>
sangha-article <box>244 1248 924 1484</box>
mangadali-body-col1: ತಾಲೂಕಿನ ಅಂಕುಶದೊಡ್ಡಿ ಗ್ರಾಮದಲ್ಲಿ ಮಂಗನ ಉಪಟಳ ಹೆಚ್ಚಾಗಿದ್ದು ಮಹಿಳೆಯ ಮೇಲೆ ದಾಳಿ ಮಾಡಿ ಕೈ ಮುರಿದಿರುವ ಘಟನೆ ನಡೆದಿದೆ. ಗ್ರಾಮದಲ್ಲಿ ಕಳೆದ ಕೆಲ ದಿನಗಳಿಂದ ಮಂಗಗಳ ಕಾಟ ಹೆಚ್ಚಾಗಿದ್ದು, ಮನೆಯ ಮುಂದೆ ಕೆಲಸ ಮಾಡುತ್ತಿದ್ದ ಮಹಿಳೆಯ ಮೇಲೆ ದಾಳಿ ನಡೆಸಿದೆ. ಗಾಯಗೊಂಡ ಮಹಿಳೆಯನ್ನು ಆಸ್ಪತ್ರೆಗೆ ದಾಖಲಿಸಲಾಗಿದೆ. ಮಕ್ಕಳು ಶಾಲೆಗೆ ಹೋಗಲು ಭಯಪಡುತ್ತಿದ್ದು ಗ್ರಾಮಸ್ಥರು ಆತಂಕದಲ್ಲಿದ್ದಾರೆ. ಅರಣ್ಯ ಇಲಾಖೆಯ ಅಧಿಕಾರಿಗಳು ತಕ್ಷಣವೇ ಮಂಗಗಳನ್ನು ಹಿಡಿದು ಸ್ಥಳಾಂತರಿಸಬೇಕು ಎಂದು ಗ್ರಾಮಸ್ಥರು ಒತ್ತಾಯಿಸಿದ್ದಾರೆ. ಮನೆಗಳ ಮೇಲೆ ಹಂಚು ತೆಗೆಯುವುದು, ಆಹಾರ ಪದಾರ್ಥಗಳನ್ನು ಹಾಳು ಮಾಡುವುದು ನಿತ್ಯ ನಡೆಯುತ್ತಿದೆ. ಮಂಗಗಳ ಹಾವಳಿ ತಡೆಯಲು ಗ್ರಾಮ ಪಂಚಾಯತಿ ಹಾಗೂ ತಾಲೂಕು ಆಡಳಿತ ಕ್ರಮ ಕೈಗೊಳ್ಳಬೇಕು ಎಂದು ಮನವಿ ಮಾಡಿದ್ದಾರೆ. <box>603 619 763 730</box>
web-links <box>160 67 284 97</box>
raichur-byline: ಸುದ್ದಿಮೂಲ ವಾರ್ತೆ ರಾಯಚೂರು, ನ.27: <box>717 180 824 189</box>
sangha-kicker: ಅಂತಿಮ ಪಟ್ಟಿ ಪ್ರಕಟಿಸದೆ ನಿರ್ಲಕ್ಷ, ಅನುಮಾನ | ಮಹಾಂತೇಶ, ಕೃಷ್ಣಾ, ಆಂಜನೇಯ್ಯ ಕಾವಲಿ ಸ್ಪರ್ಧೆ <box>248 1254 574 1266</box>
epaper-link[interactable]: > https://epaper.suddimoola.in <box>160 85 285 94</box>
website-link[interactable]: > https://www.suddimoola.in <box>160 70 276 79</box>
issue-date-text: 30 ನವೆಂಬರ್ 2024 <box>62 85 143 96</box>
basavageete-phone: 9980553750 <box>173 189 222 197</box>
cricket-body: ಹಿಟಿಟಿ ಕ್ರಿಕೆಟ್ ಕ್ಲಬ್‌ನಿಂದ ಡಿ.1ರಂದು ಅಂತರ್ ಕಾಲೇಜುಗಳ ಕ್ರಿಕೆಟ್ ಟೂರ್ನಮೆಂಟ್ ಪ್ರಶಸ್ತಿ ಪ್ರದಾನ ಸಮಾರಂಭ ಹಮ್ಮಿಕೊಳ್ಳಲಾಗಿದೆ ಎಂದು ಕ್ಲಬ್ ಅಧ್ಯಕ್ಷರು ತಿಳಿಸಿದರು. ನಗರದ ಖಾಸಗಿ ಹೊಟೇಲ್‌ನಲ್ಲಿ ಸುದ್ದಿಗೋಷ್ಠಿಯಲ್ಲಿ ಮಾತನಾಡಿದ ಅವರು, ಟೂರ್ನಿಯಲ್ಲಿ ವಿವಿಧ ಕಾಲೇಜುಗಳ ತಂಡಗಳು ಭಾಗವಹಿಸಿದ್ದು ವಿಜೇತ ತಂಡಗಳಿಗೆ ಆಕರ್ಷಕ ಬಹುಮಾನ ನೀಡಲಾಗುವುದು. ಕಾರ್ಯಕ್ರಮಕ್ಕೆ ಗಣ್ಯರು ಆಗಮಿಸಲಿದ್ದಾರೆ ಎಂದರು. <box>248 983 474 1033</box>
twitter-link[interactable] <box>628 82 751 97</box>
masthead <box>18 62 928 106</box>
yatnal-body-cont: ವಕ್ಫ್ ಆಸ್ತಿಗಳ ವಿಚಾರವನ್ನು ಮುಂದಿಟ್ಟುಕೊಂಡು ಯತ್ನಾಳ್ ನೇತೃತ್ವದ ತಂಡ ನಡೆಸುತ್ತಿರುವ ಹೋರಾಟ ರಾಜಕೀಯ ಅಸ್ತಿತ್ವಕ್ಕಾಗಿಯೇ ಹೊರತು ಬೇರೇನೂ ಅಲ್ಲ ಎಂದು ಕಾಂಗ್ರೆಸ್ ಮುಖಂಡ ರವಿ ಬೋಸರಾಜು ಟೀಕಿಸಿದರು. ನಗರದಲ್ಲಿ ಸುದ್ದಿಗೋಷ್ಠಿಯಲ್ಲಿ ಮಾತನಾಡಿದ ಅವರು, ಬಿಜೆಪಿಯಲ್ಲಿನ ಆಂತರಿಕ ಬಿಕ್ಕಟ್ಟು ಬೀದಿಗೆ ಬಂದಿದೆ. ವಿಜಯೇಂದ್ರ ಮತ್ತು ಯತ್ನಾಳ್ ಬಣಗಳ ನಡುವೆ ನಡೆಯುತ್ತಿರುವ ಕಿತ್ತಾಟದಿಂದ ಪಕ್ಷ ದುರ್ಬಲವಾಗುತ್ತಿದೆ. 2008ರಲ್ಲಿ ಬಿಜೆಪಿ ಅಧಿಕಾರದಲ್ಲಿದ್ದಾಗಲೇ ವಕ್ಫ್ ಆಸ್ತಿಗಳಿಗೆ ನೋಟಿಸ್ ನೀಡಲಾಗಿತ್ತು. ಈಗ ರಾಜಕೀಯ ಲಾಭಕ್ಕಾಗಿ ರೈತರನ್ನು ದಾರಿ ತಪ್ಪಿಸಲಾಗುತ್ತಿದೆ. ರಾಜ್ಯ ಸರ್ಕಾರ ಯಾವುದೇ ರೈತರ ಜಮೀನನ್ನು ವಕ್ಫ್ ಆಸ್ತಿಯನ್ನಾಗಿ ಪರಿವರ್ತಿಸುವುದಿಲ್ಲ ಎಂದು ಸ್ಪಷ್ಟಪಡಿಸಿದೆ. ಉಪಚುನಾವಣೆಯಲ್ಲಿ ಜನರು ಕಾಂಗ್ರೆಸ್‌ಗೆ ಆಶೀರ್ವಾದ ಮಾಡಿದ್ದಾರೆ ಎಂದರು. ಸರ್ಕಾರದ ಗ್ಯಾರಂಟಿ ಯೋಜನೆಗಳು ಜನರಿಗೆ ತಲುಪಿವೆ ಎಂದು ಹೇಳಿದರು. <box>757 1063 923 1185</box>
purasabhe-byline: ಸುದ್ದಿಮೂಲ ವಾರ್ತೆ ಲಿಂಗಸುಗೂರು, ನ.29: <box>24 716 134 725</box>
nutri-lead: ರಾಯಚೂರಿನ ಸರ್ಕಾರಿ ಬಾಲಕಿಯರ ಬಾಲಮಂದಿರದಲ್ಲಿ ನ್ಯೂಟ್ರಿ ಕಿಚನ್ ಗಾರ್ಡನ್ ಗೆ ಜಿಲ್ಲಾ ಮಕ್ಕಳ ರಕ್ಷಣಾ ಘಟಕದ ಅಧಿಕಾರಿ ಅಮರೇಶ ಚಾಲನೆ ನೀಡಿದರು. <box>248 213 400 242</box>
yatnal-byline: ಸುದ್ದಿಮೂಲ ವಾರ್ತೆ ರಾಯಚೂರು, ನ.29: <box>489 976 596 985</box>
basavanna-portrait <box>26 122 86 204</box>
purasabhe-title: ಪುರಸಭೆಗೆ ನಾಮ ನಿರ್ದೇಶನ <box>24 690 158 708</box>
shrimata-body: ರಾಯಚೂರಿನ ಗಂಜ್ ಬಳಿಯ ಶ್ರೀಮಾತಾ ಲಕ್ಷ್ಮಮ್ಮ ದೇವಿ ಮತ್ತು ಕಾಳಿಕಾದೇವಿ ದೇವಸ್ಥಾನದಲ್ಲಿ ಡಿ.1ರಂದು ಸುವರ್ಣ ರಥೋತ್ಸವ ಜರುಗಲಿದೆ. ಅಂದು ಬೆಳಿಗ್ಗೆ ವಿಶೇಷ ಪೂಜೆ, ಅಭಿಷೇಕ ಹಾಗೂ ಸಂಜೆ ರಥೋತ್ಸವ ನಡೆಯಲಿದ್ದು ಭಕ್ತರು ಆಗಮಿಸಿ ದೇವಿಯ ಕೃಪೆಗೆ ಪಾತ್ರರಾಗಬೇಕೆಂದು ದೇವಸ್ಥಾನ ಸಮಿತಿ ಪ್ರಕಟಣೆಯಲ್ಲಿ ತಿಳಿಸಿದೆ. <box>248 1133 474 1172</box>
balaganur-office-photo <box>420 638 588 770</box>
purasabhe-photo <box>182 714 234 770</box>
shrimata-title-line1: ನಾಳೆ ಶ್ರೀಮಾತಾ ಲಕ್ಷ್ಮಮ್ಮ, <box>248 1059 367 1077</box>
